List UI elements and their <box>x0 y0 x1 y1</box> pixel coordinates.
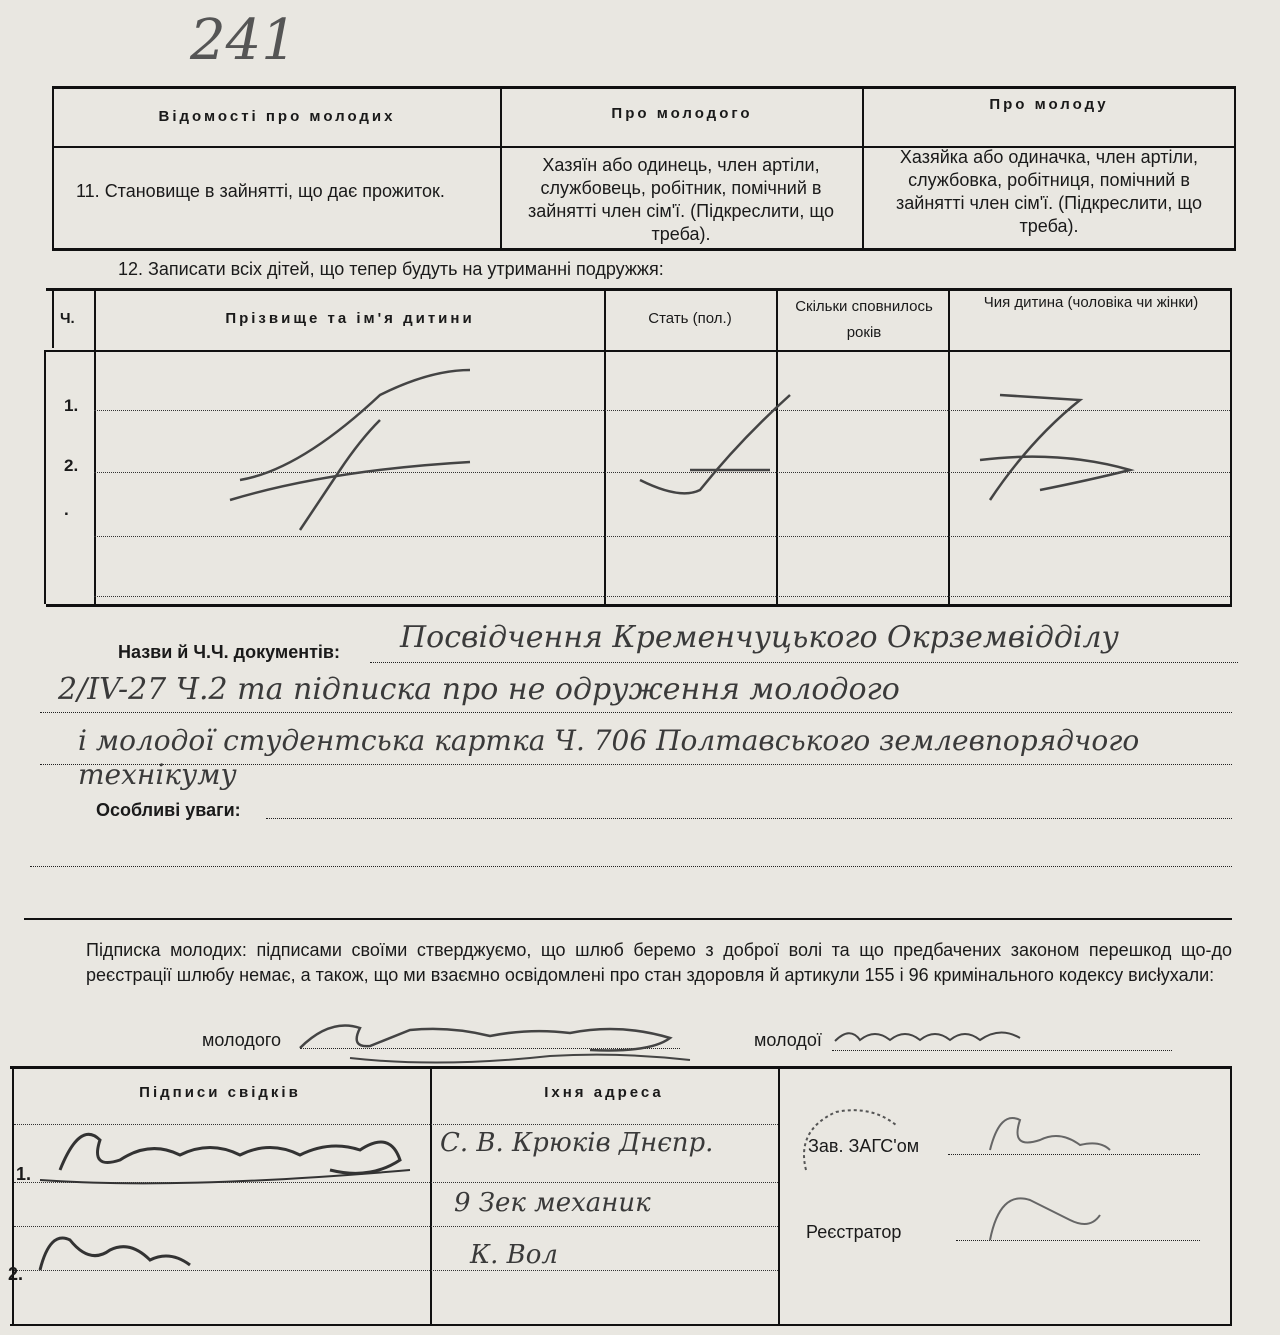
official-signatures <box>960 1100 1120 1260</box>
witness-row-2: 2. <box>8 1264 24 1284</box>
header-info: Відомості про молодих <box>158 108 396 125</box>
remarks-label: Особливі уваги: <box>96 800 241 820</box>
address-header: Іхня адреса <box>544 1084 664 1101</box>
strike-marks <box>0 0 1280 620</box>
declaration-text: Підписка молодих: підписами своїми стверджуємо, що шлюб беремо з доброї волі та що предбачених законом перешкод що-до реєстрації шлюбу немає, а також, що ми взаємно освідомлені про стан здоровля й артикули 155 і 96 кримінального кодексу висłухали: <box>86 940 1232 985</box>
address-3: К. Вол <box>470 1240 558 1270</box>
head-label: Зав. ЗАГС'ом <box>808 1136 920 1156</box>
witnesses-header: Підписи свідків <box>139 1084 301 1101</box>
registrar-label: Реєстратор <box>806 1222 902 1242</box>
col-whose: Чия дитина (чоловіка чи жінки) <box>983 294 1199 311</box>
witness-signatures <box>30 1100 430 1290</box>
col-sex: Стать (пол.) <box>648 310 732 327</box>
documents-hw-3: і молодої студентська картка Ч. 706 Полтавського землевпорядчого технікуму <box>78 724 1140 791</box>
col-age: Скільки сповнилось років <box>795 298 933 341</box>
row11-bride: Хазяйка або одиначка, член артіли, службовка, робітниця, помічний в зайнятті член сім'ї. (Підкреслити, що треба). <box>896 147 1202 236</box>
page-number: 241 <box>190 8 297 73</box>
address-1: С. В. Крюків Днєпр. <box>440 1128 714 1158</box>
documents-hw-2: 2/IV-27 Ч.2 та підписка про не одруження молодого <box>58 672 900 707</box>
child-row-1: 1. <box>64 396 79 415</box>
row11-groom: Хазяїн або одинець, член артіли, службовець, робітник, помічний в зайнятті член сім'ї. (Підкреслити, що треба). <box>528 155 834 244</box>
groom-signature-label: молодого <box>202 1030 282 1050</box>
header-groom: Про молодого <box>611 105 753 122</box>
col-number: Ч. <box>60 310 75 327</box>
bride-signature-label: молодої <box>754 1030 822 1050</box>
child-row-2: 2. <box>64 456 79 475</box>
documents-hw-1: Посвідчення Кременчуцького Окрземвідділу <box>400 620 1119 655</box>
witness-row-1: 1. <box>16 1164 32 1184</box>
row11-label: 11. Становище в зайнятті, що дає прожиток. <box>76 181 445 201</box>
documents-label: Назви й Ч.Ч. документів: <box>118 642 340 662</box>
child-row-3: . <box>64 500 69 519</box>
children-title: 12. Записати всіх дітей, що тепер будуть на утриманні подружжя: <box>118 259 664 279</box>
col-child-name: Прізвище та ім'я дитини <box>225 310 475 327</box>
address-2: 9 Зек механик <box>454 1188 651 1218</box>
bride-signature <box>830 1016 1050 1056</box>
header-bride: Про молоду <box>989 96 1109 113</box>
